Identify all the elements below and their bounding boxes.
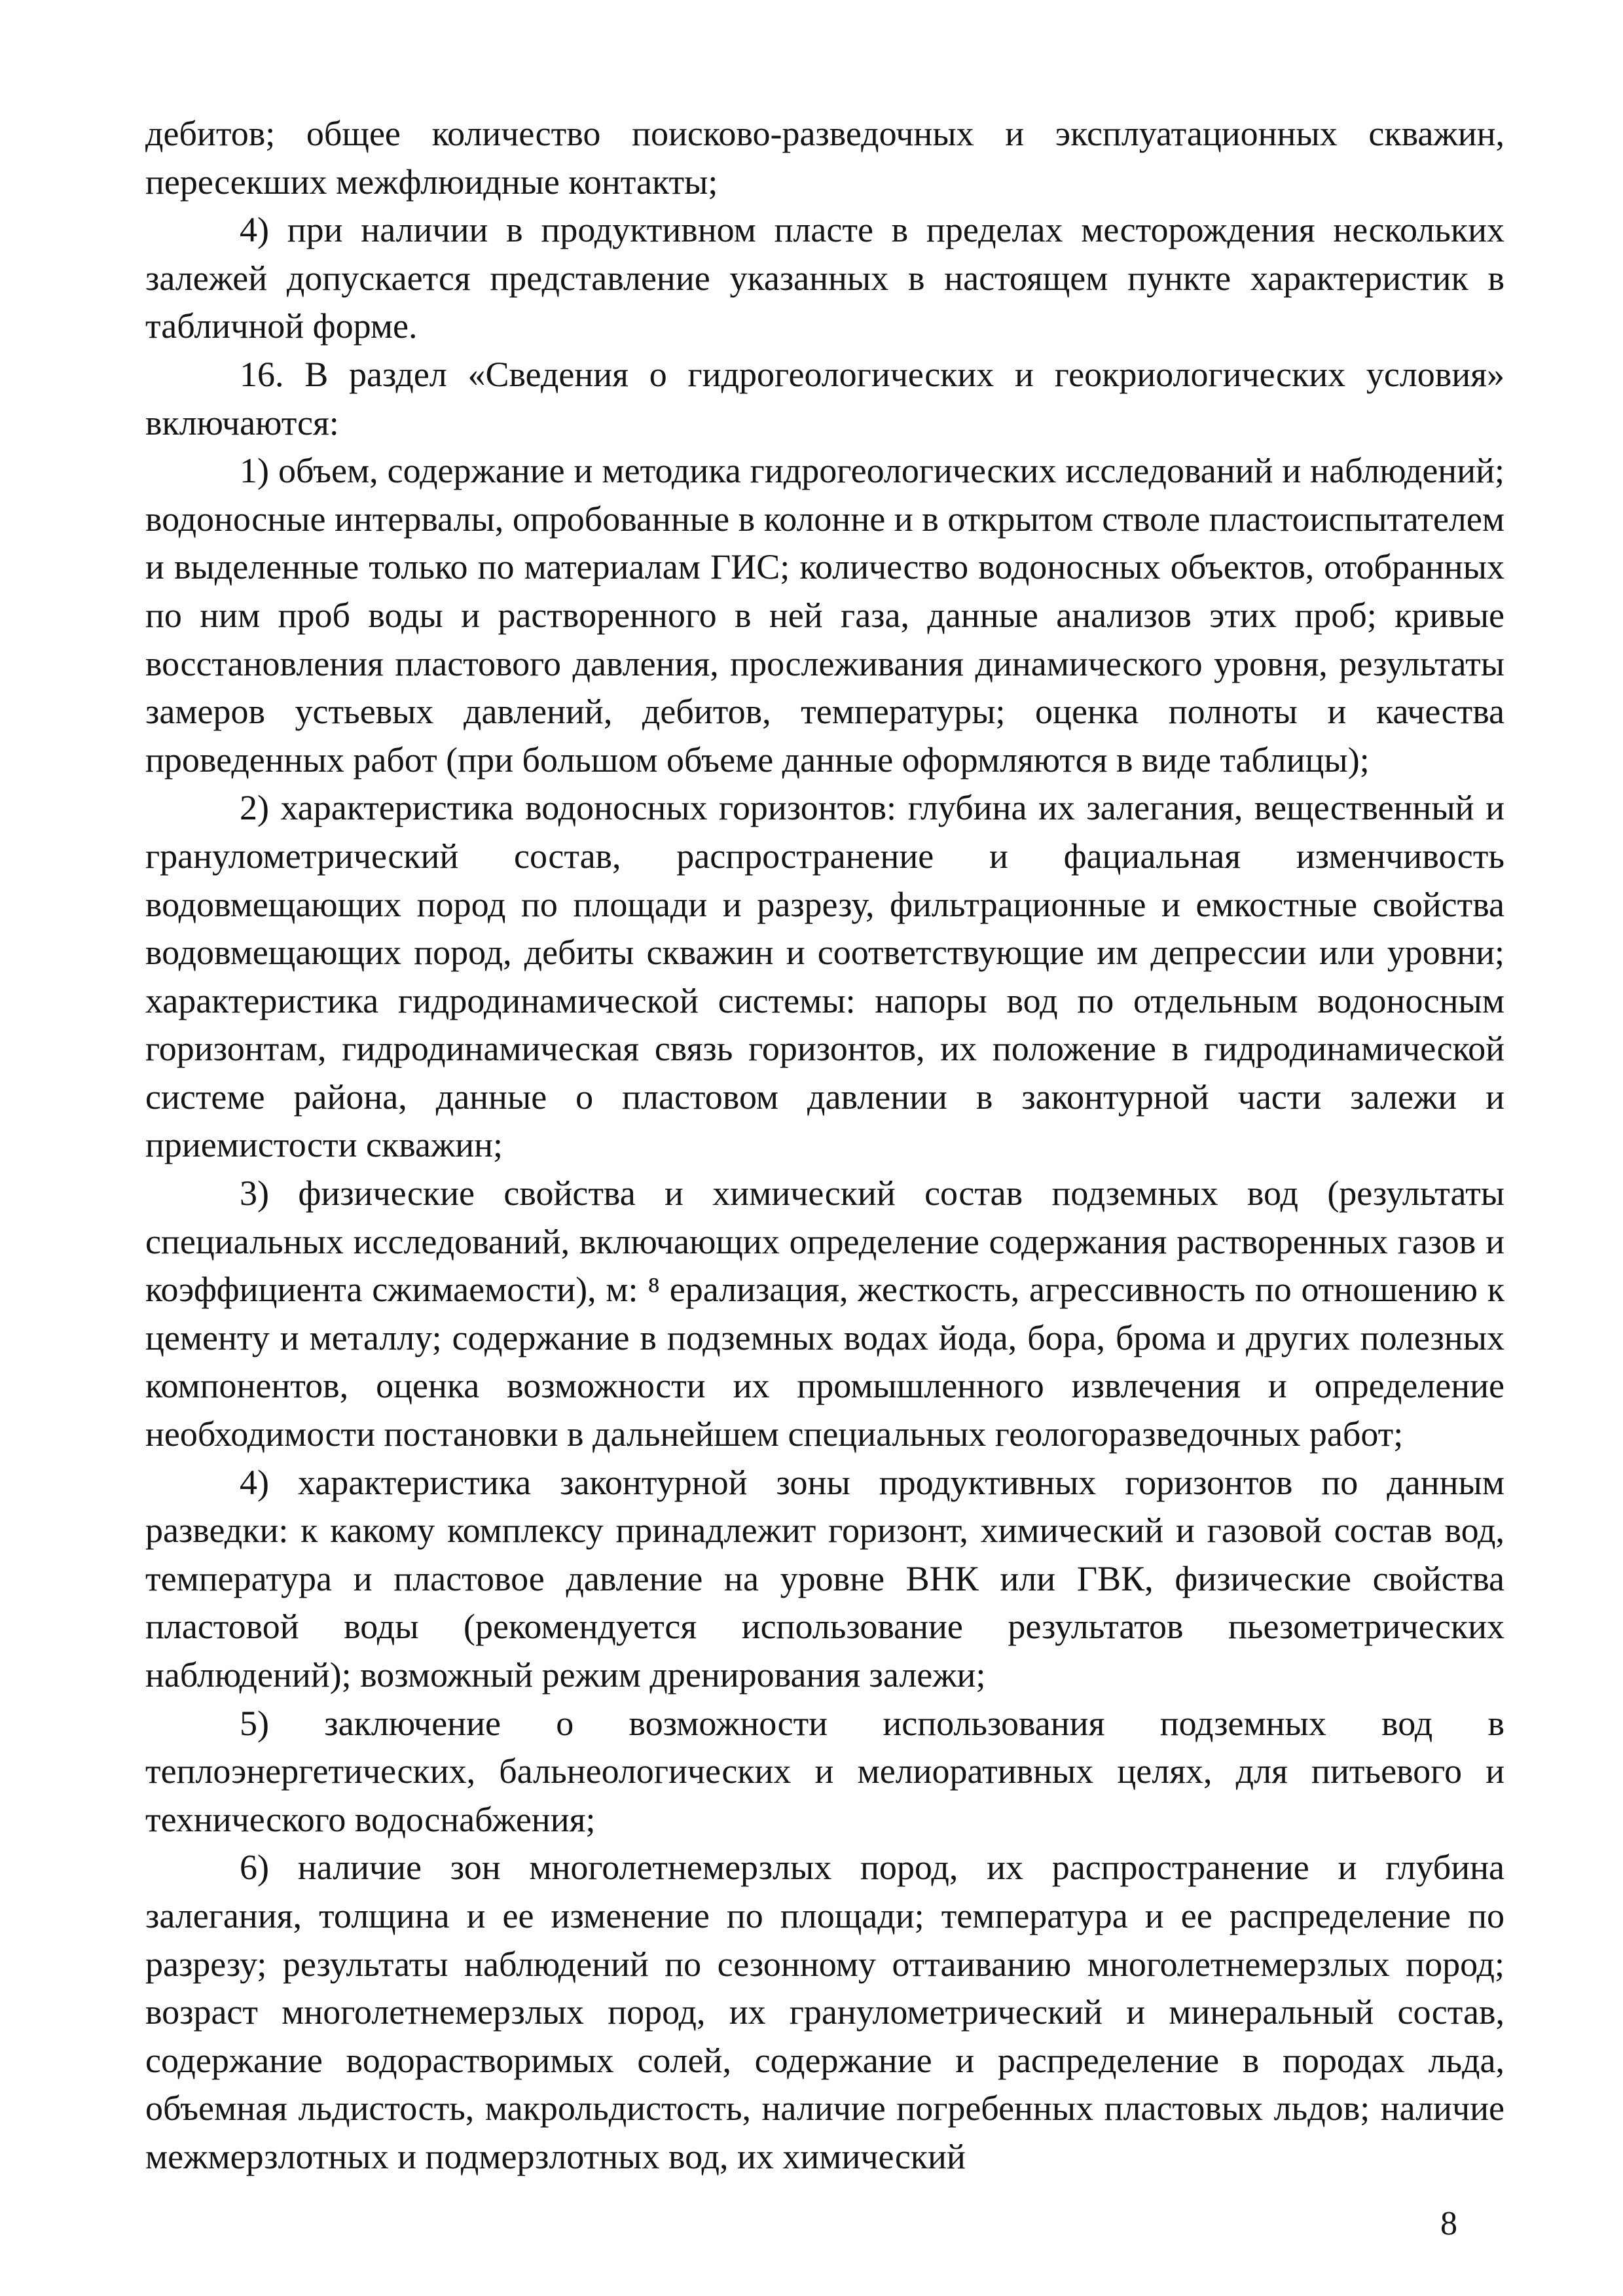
- paragraph-item-3: 3) физические свойства и химический состав подземных вод (результаты специальных исследований, включающих определение содержания растворенных газов и коэффициента сжимаемости), м: ⁸ ерализация, жесткость, агрессивность по отношению к цементу и металлу; содержание в подземных водах йода, бора, брома и других полезных компонентов, оценка возможности их промышленного извлечения и определение необходимости постановки в дальнейшем специальных геологоразведочных работ;: [145, 1174, 1504, 1454]
- page-number: 8: [1440, 2205, 1457, 2242]
- body-text: [145, 110, 1504, 2181]
- paragraph-item-5: 5) заключение о возможности использования подземных вод в теплоэнергетических, бальнеологических и мелиоративных целях, для питьевого и технического водоснабжения;: [145, 1703, 1504, 1839]
- paragraph-item-4b: 4) характеристика законтурной зоны продуктивных горизонтов по данным разведки: к какому комплексу принадлежит горизонт, химический и газовой состав вод, температура и пластовое давление на уровне ВНК или ГВК, физические свойства пластовой воды (рекомендуется использование результатов пьезометрических наблюдений); возможный режим дренирования залежи;: [145, 1462, 1504, 1695]
- paragraph-item-1: 1) объем, содержание и методика гидрогеологических исследований и наблюдений; водоносные интервалы, опробованные в колонне и в открытом стволе пластоиспытателем и выделенные только по материалам ГИС; количество водоносных объектов, отобранных по ним проб воды и растворенного в ней газа, данные анализов этих проб; кривые восстановления пластового давления, прослеживания динамического уровня, результаты замеров устьевых давлений, дебитов, температуры; оценка полноты и качества проведенных работ (при большом объеме данные оформляются в виде таблицы);: [145, 451, 1504, 780]
- paragraph-item-6: 6) наличие зон многолетнемерзлых пород, их распространение и глубина залегания, толщина и ее изменение по площади; температура и ее распределение по разрезу; результаты наблюдений по сезонному оттаиванию многолетнемерзлых пород; возраст многолетнемерзлых пород, их гранулометрический и минеральный состав, содержание водорастворимых солей, содержание и распределение в породах льда, объемная льдистость, макрольдистость, наличие погребенных пластовых льдов; наличие межмерзлотных и подмерзлотных вод, их химический: [145, 1848, 1504, 2176]
- paragraph-item-2: 2) характеристика водоносных горизонтов: глубина их залегания, вещественный и гранулометрический состав, распространение и фациальная изменчивость водовмещающих пород по площади и разрезу, фильтрационные и емкостные свойства водовмещающих пород, дебиты скважин и соответствующие им депрессии или уровни; характеристика гидродинамической системы: напоры вод по отдельным водоносным горизонтам, гидродинамическая связь горизонтов, их положение в гидродинамической системе района, данные о пластовом давлении в законтурной части залежи и приемистости скважин;: [145, 788, 1504, 1165]
- paragraph-continuation: дебитов; общее количество поисково-разведочных и эксплуатационных скважин, пересекших межфлюидные контакты;: [145, 114, 1504, 202]
- paragraph-item-4: 4) при наличии в продуктивном пласте в пределах месторождения нескольких залежей допускается представление указанных в настоящем пункте характеристик в табличной форме.: [145, 210, 1504, 346]
- paragraph-section-16: 16. В раздел «Сведения о гидрогеологических и геокриологических условия» включаются:: [145, 354, 1504, 442]
